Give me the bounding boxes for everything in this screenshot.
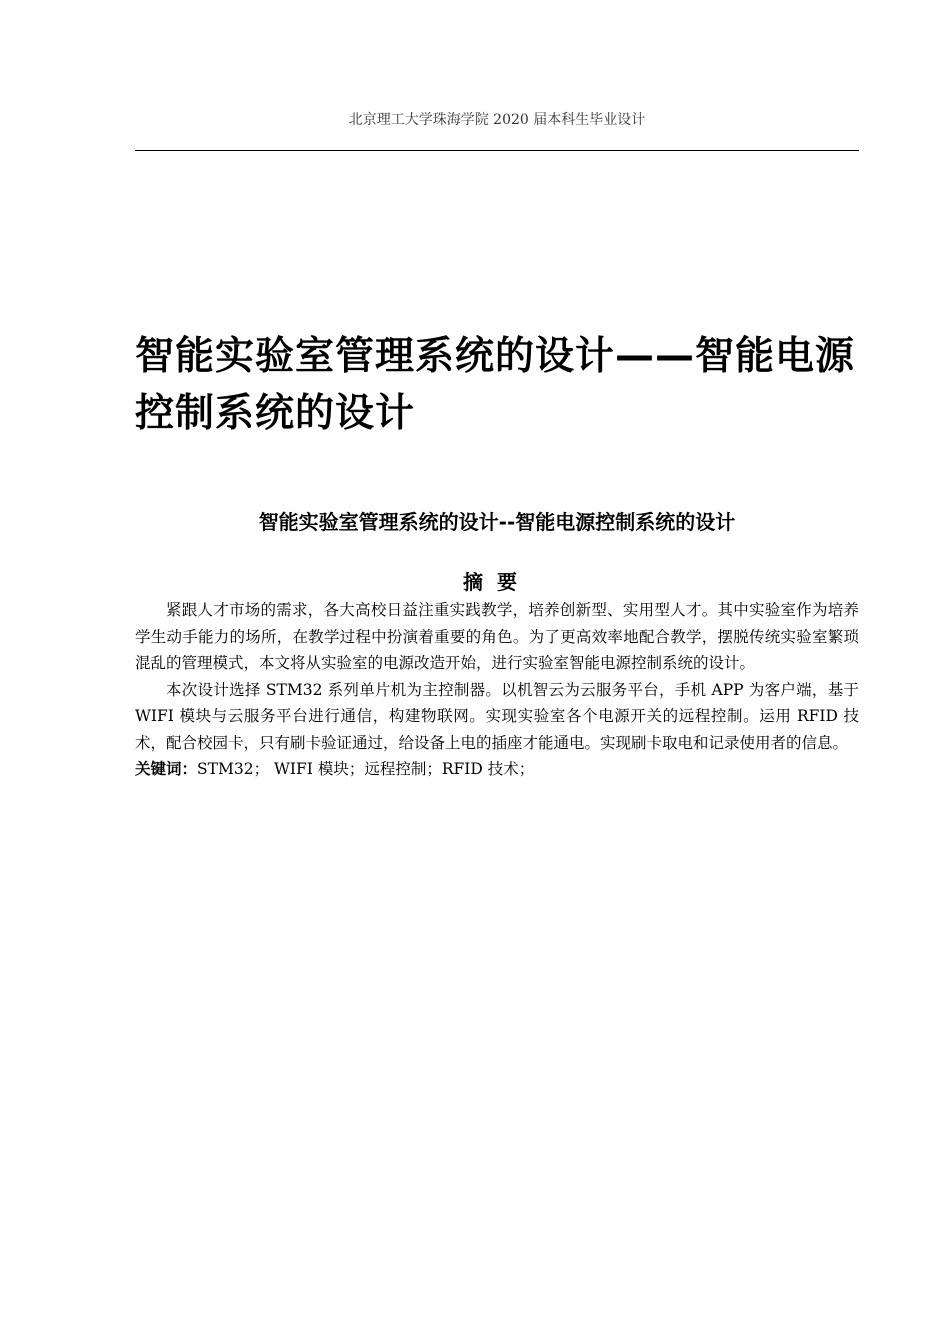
sub-title: 智能实验室管理系统的设计--智能电源控制系统的设计 — [258, 510, 736, 534]
header-divider — [135, 150, 859, 151]
abstract-paragraph-2: 本次设计选择 STM32 系列单片机为主控制器。以机智云为云服务平台，手机 APP 为客户端，基于 WIFI 模块与云服务平台进行通信，构建物联网。实现实验室各个电源开关的远程控制。运用 RFID 技术，配合校园卡，只有刷卡验证通过，给设备上电的插座才能通电。实现刷卡取电和记录使用者的信息。 — [135, 680, 859, 752]
running-header: 北京理工大学珠海学院 2020 届本科生毕业设计 — [348, 112, 646, 128]
keywords-text: STM32； WIFI 模块；远程控制；RFID 技术； — [197, 760, 535, 778]
abstract-heading: 摘要 — [463, 570, 531, 594]
keywords-line — [135, 756, 859, 783]
main-title: 智能实验室管理系统的设计——智能电源控制系统的设计 — [135, 334, 856, 436]
keywords-label: 关键词： — [135, 760, 198, 778]
abstract-body — [135, 597, 859, 783]
abstract-paragraph-1: 紧跟人才市场的需求，各大高校日益注重实践教学，培养创新型、实用型人才。其中实验室作为培养学生动手能力的场所，在教学过程中扮演着重要的角色。为了更高效率地配合教学，摆脱传统实验室繁琐混乱的管理模式，本文将从实验室的电源改造开始，进行实验室智能电源控制系统的设计。 — [135, 601, 859, 672]
